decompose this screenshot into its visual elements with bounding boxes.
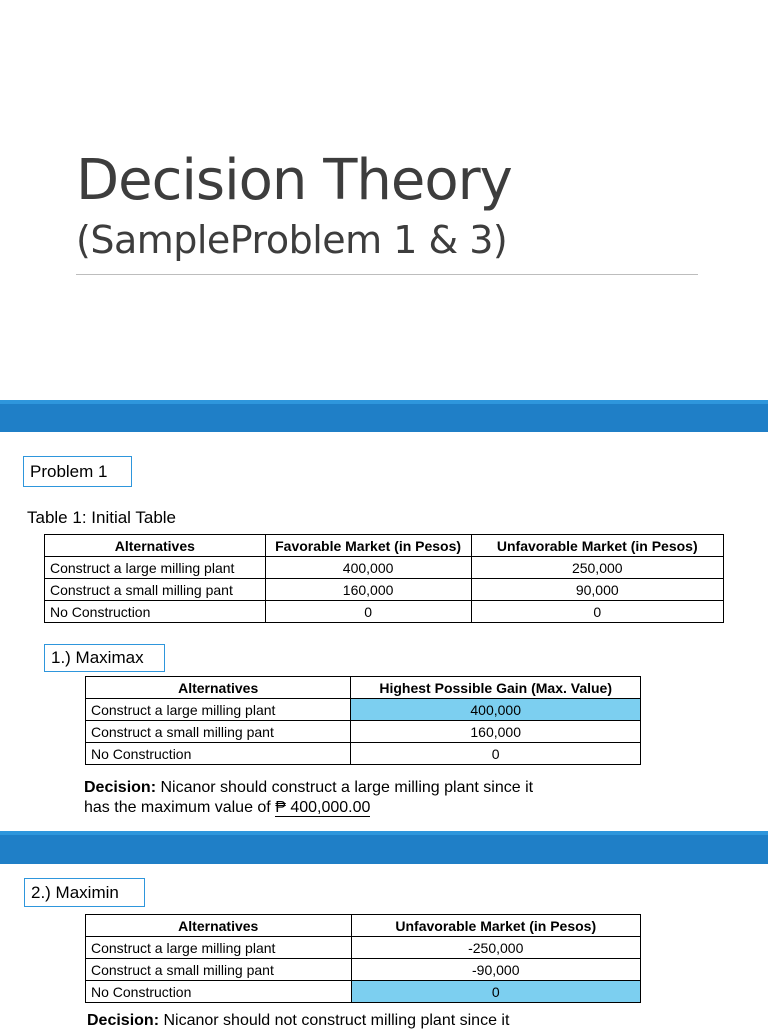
table-row [86,699,641,721]
table-row [45,579,724,601]
cell-alternative: Construct a small milling pant [45,579,266,601]
table-row [86,981,641,1003]
cell-unfavorable: 90,000 [471,579,723,601]
header-alternatives: Alternatives [45,535,266,557]
problem-1-label: Problem 1 [23,456,132,487]
header-unfavorable: Unfavorable Market (in Pesos) [351,915,640,937]
maximin-decision [87,1011,509,1031]
cell-unfavorable: -250,000 [351,937,640,959]
cell-favorable: 160,000 [265,579,471,601]
header-alternatives: Alternatives [86,677,351,699]
section-band-bottom [0,831,768,864]
cell-alternative: Construct a large milling plant [86,937,352,959]
section-band-top [0,400,768,432]
maximax-table [85,676,641,765]
decision-label: Decision: [87,1012,160,1029]
decision-text-line1: Nicanor should construct a large milling plant since it [156,779,534,796]
maximin-table [85,914,641,1003]
cell-alternative: Construct a small milling pant [86,959,352,981]
decision-label: Decision: [84,779,157,796]
cell-unfavorable: -90,000 [351,959,640,981]
table-row [86,721,641,743]
decision-text-line1: Nicanor should not construct milling plant since it [159,1012,510,1029]
decision-value: ₱ 400,000.00 [275,799,371,816]
cell-favorable: 400,000 [265,557,471,579]
cell-alternative: No Construction [86,981,352,1003]
table-row [45,601,724,623]
cell-favorable: 0 [265,601,471,623]
table-header-row [86,915,641,937]
table-header-row [86,677,641,699]
cell-max-value-highlighted: 400,000 [351,699,641,721]
table-row [45,557,724,579]
header-max-value: Highest Possible Gain (Max. Value) [351,677,641,699]
cell-alternative: Construct a small milling pant [86,721,351,743]
table-row [86,937,641,959]
cell-alternative: Construct a large milling plant [45,557,266,579]
table-row [86,959,641,981]
cell-unfavorable: 250,000 [471,557,723,579]
cell-alternative: No Construction [45,601,266,623]
maximin-label: 2.) Maximin [24,878,145,907]
table-header-row [45,535,724,557]
slide-title: Decision Theory [76,148,512,213]
maximax-label: 1.) Maximax [44,644,165,672]
table-row [86,743,641,765]
header-favorable: Favorable Market (in Pesos) [265,535,471,557]
decision-text-line2: has the maximum value of [84,799,276,816]
header-alternatives: Alternatives [86,915,352,937]
maximax-decision [84,778,533,818]
initial-table [44,534,724,623]
title-divider [76,274,698,275]
table-1-caption: Table 1: Initial Table [27,508,177,527]
cell-alternative: Construct a large milling plant [86,699,351,721]
header-unfavorable: Unfavorable Market (in Pesos) [471,535,723,557]
slide-subtitle: (SampleProblem 1 & 3) [76,218,508,262]
cell-unfavorable-highlighted: 0 [351,981,640,1003]
cell-max-value: 0 [351,743,641,765]
cell-alternative: No Construction [86,743,351,765]
cell-unfavorable: 0 [471,601,723,623]
cell-max-value: 160,000 [351,721,641,743]
